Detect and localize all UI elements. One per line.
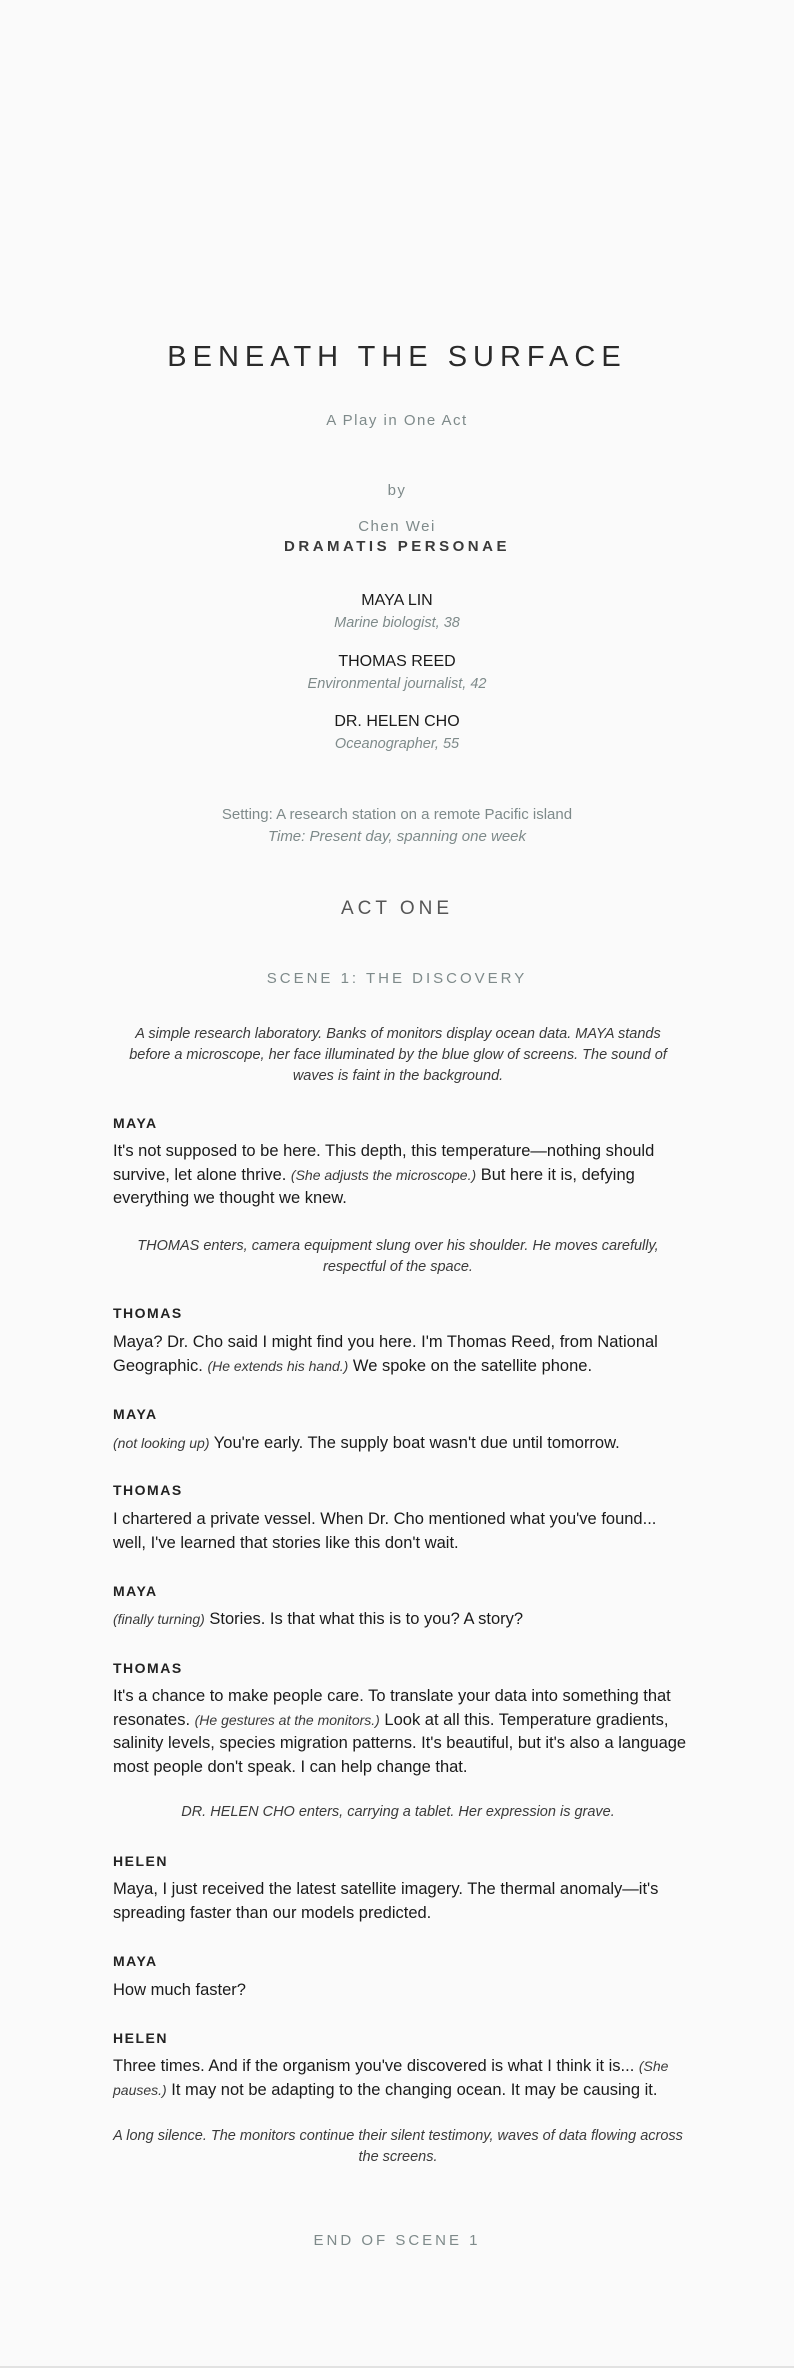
stage-direction: DR. HELEN CHO enters, carrying a tablet. Her expression is grave. — [181, 1804, 615, 1820]
dialogue-line: Maya, I just received the latest satellite imagery. The thermal anomaly—it's spreading faster than our models predicted. — [113, 1880, 659, 1922]
speaker-name: MAYA — [113, 1953, 158, 1969]
speaker-name: THOMAS — [113, 1660, 183, 1676]
play-subtitle: A Play in One Act — [326, 412, 468, 429]
end-of-scene-marker: END OF SCENE 1 — [313, 2232, 481, 2249]
stage-direction: A simple research laboratory. Banks of monitors display ocean data. MAYA stands before a microscope, her face illuminated by the blue glow of screens. The sound of waves is faint in the background. — [129, 1026, 667, 1084]
speaker-name: MAYA — [113, 1583, 158, 1599]
setting-place: Setting: A research station on a remote Pacific island — [221, 806, 573, 823]
dialogue-line: It's not supposed to be here. This depth, this temperature—nothing should survive, let alone thrive. (She adjusts the microscope.) But here it is, defying everything we thought we knew. — [113, 1142, 655, 1207]
dialogue-line: It's a chance to make people care. To translate your data into something that resonates. (He gestures at the monitors.) Look at all this. Temperature gradients, salinity levels, species migration patterns. It's beautiful, but it's also a language most people don't speak. I can help change that. — [113, 1687, 687, 1776]
character-description: Oceanographer, 55 — [334, 736, 460, 752]
speaker-name: MAYA — [113, 1406, 158, 1422]
stage-direction: THOMAS enters, camera equipment slung over his shoulder. He moves carefully, respectful of the space. — [137, 1238, 659, 1275]
parenthetical: (He gestures at the monitors.) — [194, 1711, 380, 1728]
setting-time: Time: Present day, spanning one week — [267, 828, 527, 845]
dialogue-line: I chartered a private vessel. When Dr. Cho mentioned what you've found... well, I've learned that stories like this don't wait. — [113, 1510, 657, 1552]
character-description: Environmental journalist, 42 — [307, 676, 487, 692]
scene-heading: SCENE 1: THE DISCOVERY — [266, 970, 528, 987]
character-name: MAYA LIN — [361, 592, 433, 609]
dialogue-line: (finally turning) Stories. Is that what this is to you? A story? — [113, 1610, 524, 1628]
parenthetical: (not looking up) — [113, 1435, 210, 1451]
dialogue-line: Three times. And if the organism you've discovered is what I think it is... (She pauses.) It may not be adapting to the changing ocean. It may be causing it. — [113, 2057, 669, 2099]
speaker-name: HELEN — [113, 1853, 168, 1869]
speaker-name: THOMAS — [113, 1482, 183, 1498]
dialogue-line: How much faster? — [113, 1981, 246, 1999]
parenthetical: (She adjusts the microscope.) — [290, 1166, 477, 1183]
act-heading: ACT ONE — [340, 898, 454, 919]
character-name: DR. HELEN CHO — [334, 713, 460, 730]
author-name: Chen Wei — [358, 518, 436, 535]
speaker-name: THOMAS — [113, 1305, 183, 1321]
speaker-name: HELEN — [113, 2030, 168, 2046]
parenthetical: (She pauses.) — [113, 2058, 669, 2098]
speaker-name: MAYA — [113, 1115, 158, 1131]
dialogue-line: (not looking up) You're early. The supply boat wasn't due until tomorrow. — [113, 1434, 620, 1452]
dramatis-personae-heading: DRAMATIS PERSONAE — [284, 538, 510, 555]
stage-direction: A long silence. The monitors continue their silent testimony, waves of data flowing across the screens. — [113, 2128, 683, 2165]
character-description: Marine biologist, 38 — [334, 615, 460, 631]
parenthetical: (He extends his hand.) — [207, 1357, 349, 1374]
dialogue-line: Maya? Dr. Cho said I might find you here. I'm Thomas Reed, from National Geographic. (He extends his hand.) We spoke on the satellite phone. — [113, 1333, 658, 1375]
character-name: THOMAS REED — [338, 653, 456, 670]
byline-label: by — [387, 482, 407, 499]
play-title: BENEATH THE SURFACE — [167, 341, 627, 373]
parenthetical: (finally turning) — [113, 1611, 205, 1627]
